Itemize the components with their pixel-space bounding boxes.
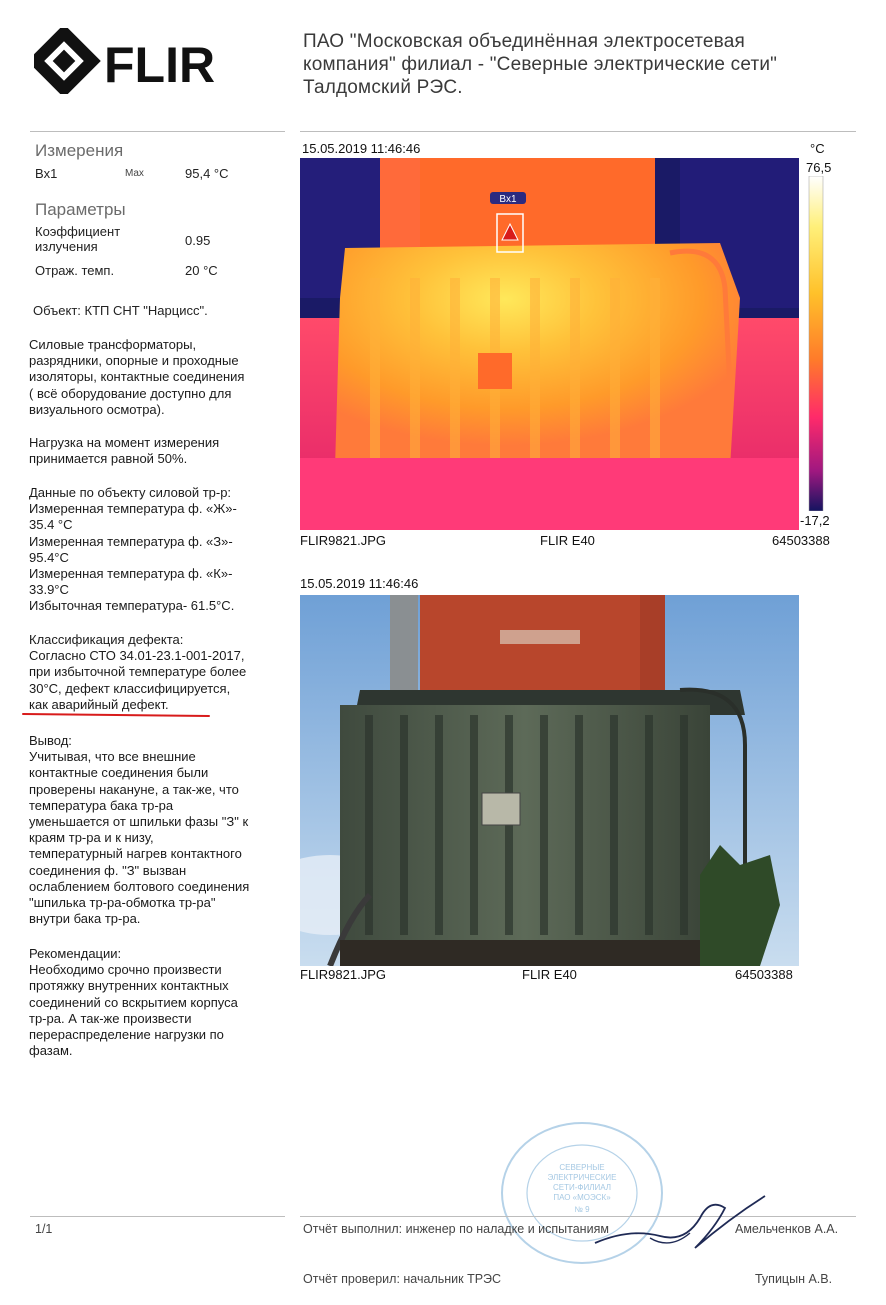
photo-filename: FLIR9821.JPG xyxy=(300,967,386,982)
thermal-scale-bar xyxy=(808,176,824,511)
stamp-text: ЭЛЕКТРИЧЕСКИЕ xyxy=(547,1173,617,1182)
stat-label: Max xyxy=(125,168,144,179)
photo-camera: FLIR E40 xyxy=(522,967,577,982)
performed-by: Отчёт выполнил: инженер по наладке и испытаниям xyxy=(303,1222,609,1236)
company-name xyxy=(303,30,863,99)
logo-text: FLIR xyxy=(104,37,216,93)
checked-name: Тупицын А.В. xyxy=(755,1272,833,1286)
visual-photo xyxy=(300,595,799,966)
page-number: 1/1 xyxy=(35,1222,53,1236)
company-line: ПАО "Московская объединённая электросетевая xyxy=(303,31,746,52)
measurements-title: Измерения xyxy=(35,141,124,160)
scale-unit: °C xyxy=(810,141,825,156)
parameters-title: Параметры xyxy=(35,200,126,219)
performed-name: Амельченков А.А. xyxy=(735,1222,839,1236)
conclusion-text: Вывод: Учитывая, что все внешние контактные соединения были проверены накануне, а так-же, что температура бака тр-ра уменьшается от шпильки фазы "З" к краям тр-ра и к низу, температурный нагрев контактного соединения ф. "З" вызван ослаблением болтового соединения "шпилька тр-ра-обмотка тр-ра" внутри бака тр-ра. xyxy=(29,733,250,927)
emissivity-value: 0.95 xyxy=(185,233,211,248)
defect-underline xyxy=(22,713,210,717)
thermal-timestamp: 15.05.2019 11:46:46 xyxy=(302,141,421,156)
object-line: Объект: КТП СНТ "Нарцисс". xyxy=(33,303,208,318)
stamp-text: СЕТИ-ФИЛИАЛ xyxy=(552,1183,612,1192)
photo-serial: 64503388 xyxy=(735,967,793,982)
equipment-text: Силовые трансформаторы, разрядники, опорные и проходные изоляторы, контактные соединения ( всё оборудование доступно для визуального осмотра). xyxy=(29,337,245,417)
stamp-text: ПАО «МОЭСК» xyxy=(553,1193,611,1202)
footer-divider xyxy=(30,1216,285,1217)
company-line: компания" филиал - "Северные электрические сети" xyxy=(303,54,778,75)
classification-text: Классификация дефекта: Согласно СТО 34.01-23.1-001-2017, при избыточной температуре более 30°C, дефект классифицируется, как аварийный дефект. xyxy=(29,632,247,712)
flir-diamond-icon xyxy=(34,28,101,94)
max-value: 95,4 °C xyxy=(185,166,229,181)
reflected-temp-label: Отраж. темп. xyxy=(35,263,115,278)
scale-min: -17,2 xyxy=(800,513,830,528)
footer-divider xyxy=(300,1216,856,1217)
stamp-text: СЕВЕРНЫЕ xyxy=(559,1163,605,1172)
reflected-temp-value: 20 °C xyxy=(185,263,218,278)
company-line: Талдомский РЭС. xyxy=(303,77,463,98)
checked-by: Отчёт проверил: начальник ТРЭС xyxy=(303,1272,502,1286)
recommendations-text: Рекомендации: Необходимо срочно произвести протяжку внутренних контактных соединений со вскрытием корпуса тр-ра. А так-же произвести перераспределение нагрузки по фазам. xyxy=(29,946,238,1059)
thermal-filename: FLIR9821.JPG xyxy=(300,533,386,548)
scale-max: 76,5 xyxy=(806,160,832,175)
flir-logo xyxy=(34,28,234,94)
emissivity-label: Коэффициент излучения xyxy=(35,224,121,254)
spot-label: Bx1 xyxy=(499,194,517,205)
signature xyxy=(590,1188,770,1258)
spot-name: Bx1 xyxy=(35,166,58,181)
thermal-serial: 64503388 xyxy=(772,533,830,548)
data-text: Данные по объекту силовой тр-р: Измеренная температура ф. «Ж»- 35.4 °C Измеренная температура ф. «З»- 95.4°C Измеренная температура ф. «К»- 33.9°C Избыточная температура- 61.5°C. xyxy=(29,485,237,614)
load-text: Нагрузка на момент измерения принимается равной 50%. xyxy=(29,435,220,467)
thermal-camera: FLIR E40 xyxy=(540,533,595,548)
stamp-text: № 9 xyxy=(574,1205,590,1214)
photo-timestamp: 15.05.2019 11:46:46 xyxy=(300,576,419,591)
thermal-image xyxy=(300,158,799,530)
divider xyxy=(30,131,285,132)
divider xyxy=(300,131,856,132)
